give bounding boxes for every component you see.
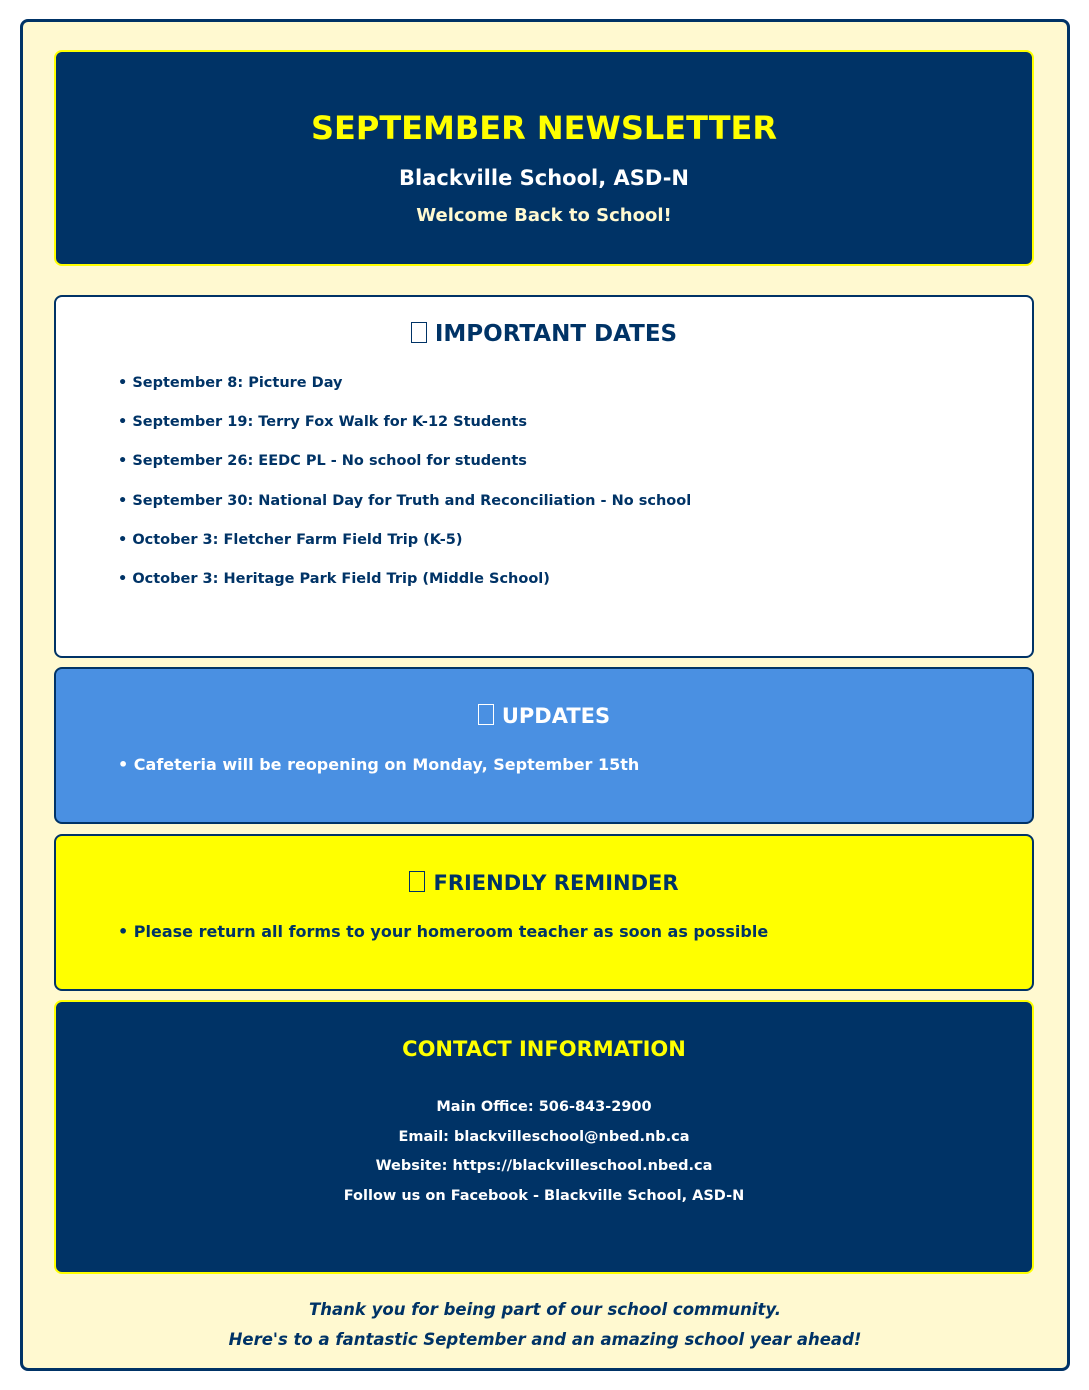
main-office-phone: Main Office: 506-843-2900 — [436, 1099, 652, 1115]
footer-message — [23, 1299, 1067, 1359]
list-item: • Cafeteria will be reopening on Monday, September 15th — [118, 755, 640, 774]
list-item: • October 3: Heritage Park Field Trip (Middle School) — [118, 570, 550, 587]
contact-section — [54, 1000, 1034, 1274]
important-dates-title: IMPORTANT DATES — [434, 321, 678, 347]
missing-glyph-icon — [409, 871, 425, 892]
list-item: • September 19: Terry Fox Walk for K-12 Students — [118, 414, 527, 431]
updates-heading — [56, 701, 1032, 731]
updates-section — [54, 667, 1034, 824]
contact-details — [56, 1097, 1032, 1216]
reminder-title: FRIENDLY REMINDER — [433, 871, 679, 895]
list-item: • Please return all forms to your homeroom teacher as soon as possible — [118, 922, 769, 941]
contact-email: Email: blackvilleschool@nbed.nb.ca — [398, 1128, 690, 1145]
important-dates-section — [54, 295, 1034, 658]
missing-glyph-icon — [411, 322, 427, 343]
newsletter-page — [20, 19, 1070, 1371]
facebook-info: Follow us on Facebook - Blackville School, ASD-N — [343, 1188, 745, 1205]
footer-line: Thank you for being part of our school community. — [309, 1300, 781, 1319]
newsletter-title: SEPTEMBER NEWSLETTER — [310, 109, 778, 147]
updates-title: UPDATES — [501, 704, 611, 728]
contact-title: CONTACT INFORMATION — [402, 1037, 686, 1061]
important-dates-list — [118, 373, 691, 608]
list-item: • September 30: National Day for Truth and Reconciliation - No school — [118, 492, 692, 509]
contact-website: Website: https://blackvilleschool.nbed.ca — [375, 1158, 713, 1175]
list-item: • October 3: Fletcher Farm Field Trip (K-5) — [118, 531, 463, 548]
list-item: • September 8: Picture Day — [118, 375, 343, 391]
footer-line: Here's to a fantastic September and an amazing school year ahead! — [228, 1330, 862, 1349]
important-dates-heading — [56, 319, 1032, 349]
newsletter-header — [54, 50, 1034, 266]
school-name: Blackville School, ASD-N — [399, 166, 689, 190]
reminder-heading — [56, 868, 1032, 898]
list-item: • September 26: EEDC PL - No school for students — [118, 453, 527, 470]
friendly-reminder-section — [54, 834, 1034, 991]
missing-glyph-icon — [478, 704, 494, 725]
welcome-message: Welcome Back to School! — [416, 205, 672, 226]
